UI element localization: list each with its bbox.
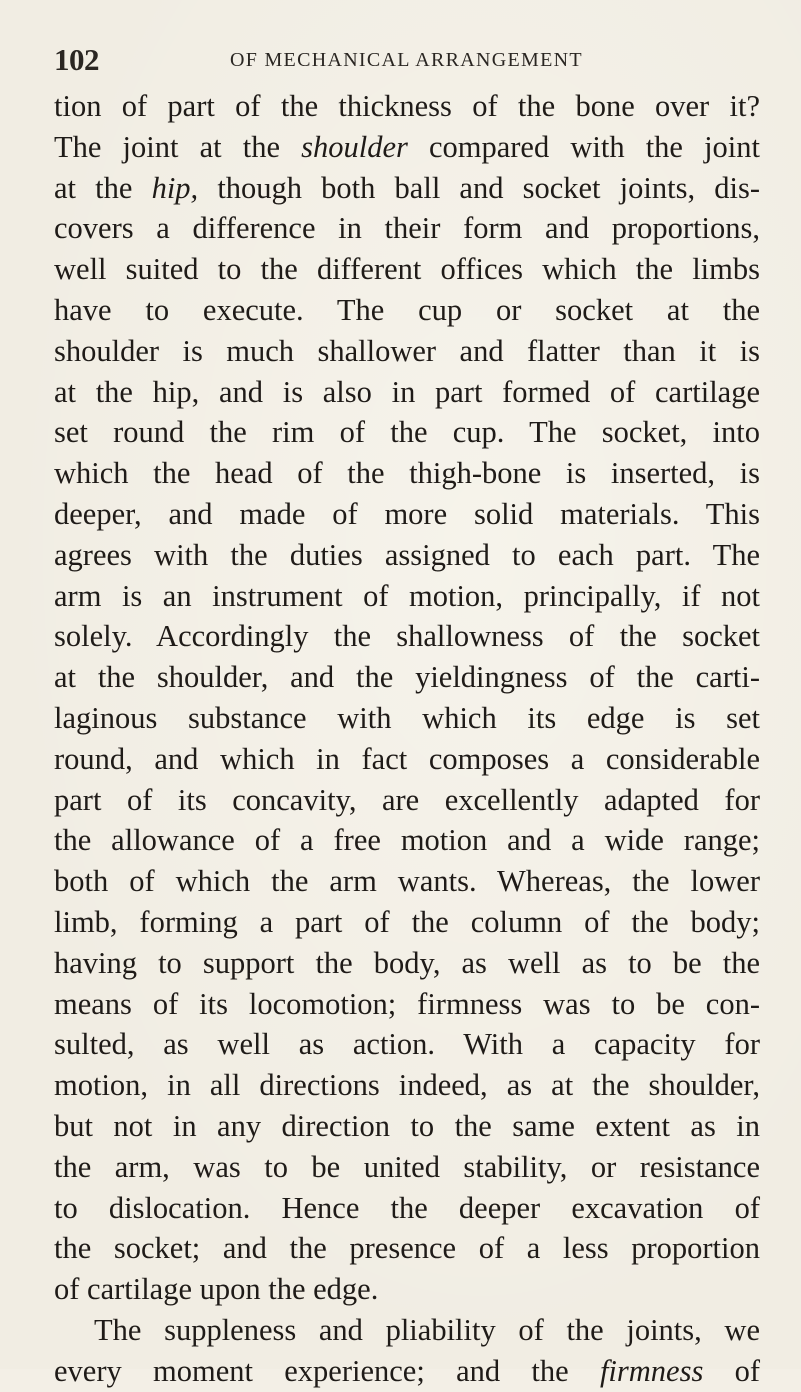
text-line xyxy=(54,1147,760,1188)
text-segment: limb, forming a part of the column of the body; xyxy=(54,904,760,939)
text-segment: have to execute. The cup or socket at the xyxy=(54,292,760,327)
italic-text: shoulder xyxy=(301,129,408,164)
text-line xyxy=(54,290,760,331)
text-segment: deeper, and made of more solid materials. This xyxy=(54,496,760,531)
text-line xyxy=(54,453,760,494)
text-segment: at the xyxy=(54,170,152,205)
text-segment: of xyxy=(703,1353,760,1388)
text-segment: at the shoulder, and the yieldingness of the carti- xyxy=(54,660,760,695)
text-segment: both of which the arm wants. Whereas, the lower xyxy=(54,864,760,899)
text-segment: well suited to the different offices which the limbs xyxy=(54,252,760,287)
text-line xyxy=(54,1351,760,1392)
text-segment: to dislocation. Hence the deeper excavation of xyxy=(54,1190,760,1225)
text-line xyxy=(54,208,760,249)
text-line xyxy=(54,739,760,780)
text-line xyxy=(54,168,760,209)
text-segment: though both ball and socket joints, dis- xyxy=(198,170,760,205)
text-segment: motion, in all directions indeed, as at the shoulder, xyxy=(54,1068,760,1103)
text-line xyxy=(54,494,760,535)
text-line xyxy=(54,1269,760,1310)
text-segment: round, and which in fact composes a considerable xyxy=(54,741,760,776)
text-segment: The suppleness and pliability of the joints, we xyxy=(94,1312,760,1347)
text-segment: having to support the body, as well as to be the xyxy=(54,945,760,980)
running-head: OF MECHANICAL ARRANGEMENT xyxy=(230,49,583,71)
text-line xyxy=(54,412,760,453)
text-line xyxy=(54,249,760,290)
text-segment: set round the rim of the cup. The socket, into xyxy=(54,415,760,450)
page-number: 102 xyxy=(54,42,99,77)
text-line xyxy=(54,576,760,617)
text-line xyxy=(54,535,760,576)
text-segment: The joint at the xyxy=(54,129,302,164)
text-segment: arm is an instrument of motion, principally, if not xyxy=(54,578,760,613)
text-line xyxy=(54,943,760,984)
text-line xyxy=(54,861,760,902)
text-line xyxy=(54,616,760,657)
italic-text: hip, xyxy=(151,170,199,205)
text-segment: at the hip, and is also in part formed of cartilage xyxy=(54,374,760,409)
text-line xyxy=(54,86,760,127)
italic-text: firmness xyxy=(599,1353,704,1388)
text-segment: compared with the joint xyxy=(407,129,760,164)
text-line xyxy=(54,820,760,861)
text-line xyxy=(54,698,760,739)
text-segment: which the head of the thigh-bone is inserted, is xyxy=(54,456,760,491)
text-line xyxy=(54,1024,760,1065)
text-segment: solely. Accordingly the shallowness of the socket xyxy=(54,619,760,654)
text-segment: of cartilage upon the edge. xyxy=(54,1272,379,1307)
text-line xyxy=(54,780,760,821)
text-segment: the socket; and the presence of a less proportion xyxy=(54,1231,760,1266)
text-line xyxy=(54,372,760,413)
text-segment: every moment experience; and the xyxy=(54,1353,600,1388)
text-segment: means of its locomotion; firmness was to be con- xyxy=(54,986,760,1021)
text-line xyxy=(54,127,760,168)
text-segment: part of its concavity, are excellently adapted for xyxy=(54,782,760,817)
text-segment: but not in any direction to the same extent as in xyxy=(54,1108,760,1143)
page-header xyxy=(54,42,754,82)
body-text xyxy=(54,86,760,1392)
text-line xyxy=(54,1228,760,1269)
text-segment: the allowance of a free motion and a wide range; xyxy=(54,823,760,858)
text-line xyxy=(54,1310,760,1351)
text-line xyxy=(54,1065,760,1106)
text-segment: sulted, as well as action. With a capacity for xyxy=(54,1027,760,1062)
text-segment: shoulder is much shallower and flatter than it is xyxy=(54,333,760,368)
text-line xyxy=(54,902,760,943)
text-line xyxy=(54,984,760,1025)
text-line xyxy=(54,1188,760,1229)
text-segment: covers a difference in their form and proportions, xyxy=(54,211,760,246)
text-line xyxy=(54,657,760,698)
text-segment: laginous substance with which its edge is set xyxy=(54,700,760,735)
text-segment: tion of part of the thickness of the bone over it? xyxy=(54,89,760,123)
text-segment: the arm, was to be united stability, or resistance xyxy=(54,1149,760,1184)
text-segment: agrees with the duties assigned to each part. The xyxy=(54,537,760,572)
text-line xyxy=(54,331,760,372)
text-line xyxy=(54,1106,760,1147)
